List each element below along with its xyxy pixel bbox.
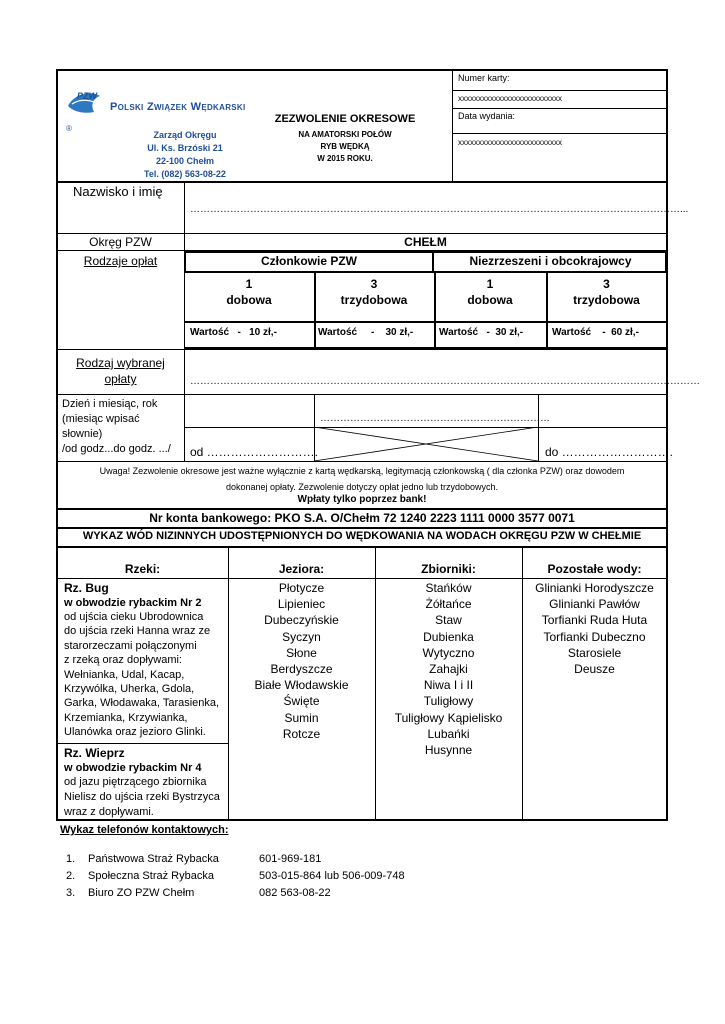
bank-only-note: Wpłaty tylko poprzez bank!: [297, 494, 427, 505]
address-line: Tel. (082) 563-08-22: [144, 169, 226, 179]
waters-title: WYKAZ WÓD NIZINNYCH UDOSTĘPNIONYCH DO WĘDKOWANIA NA WODACH OKRĘGU PZW W CHEŁMIE: [82, 530, 642, 542]
list-item: Rotcze: [282, 726, 321, 741]
list-item: Dubienka: [423, 629, 474, 644]
list-item: Staw: [435, 613, 462, 628]
fee-value: Wartość - 60 zł,-: [552, 327, 639, 338]
fee-value: Wartość - 30 zł,-: [439, 327, 524, 338]
list-item: Żółtańce: [425, 597, 472, 612]
issue-date-label: Data wydania:: [458, 111, 516, 121]
bank-account: Nr konta bankowego: PKO S.A. O/Chełm 72 1240 2223 1111 0000 3577 0071: [149, 511, 575, 525]
date-to-field[interactable]: do ……………………….: [545, 445, 674, 459]
list-item: Dubeczyńskie: [264, 613, 339, 628]
district-address: [130, 129, 240, 181]
fee-option[interactable]: 3 trzydobowa: [573, 277, 640, 307]
river-bug: Rz. Bug w obwodzie rybackim Nr 2 od ujścia cieku Ubrodownica do ujścia rzeki Hanna wraz ze starorzeczami połączonymi z rzeką oraz dopływami: Wełnianka, Udal, Kacap, Krzywólka, Uherka, Gdola, Garka, Włodawaka, Tarasienka, Krzemianka, Krzywianka, Ulanówka oraz jezioro Glinki.: [64, 581, 220, 739]
issue-date-value[interactable]: xxxxxxxxxxxxxxxxxxxxxxxxxx: [458, 138, 562, 147]
contact-num: 2.: [66, 870, 76, 882]
registered-mark: ®: [66, 124, 72, 133]
permit-title: ZEZWOLENIE OKRESOWE: [274, 113, 416, 125]
list-item: Lubańki: [427, 726, 470, 741]
contact-name: Biuro ZO PZW Chełm: [88, 887, 195, 899]
name-label: Nazwisko i imię: [73, 184, 163, 199]
contact-phone: 503-015-864 lub 506-009-748: [259, 870, 405, 882]
rivers-header: Rzeki:: [124, 562, 161, 576]
date-from-field[interactable]: od ……………………….: [190, 445, 319, 459]
fees-label: Rodzaje opłat: [83, 254, 158, 268]
list-item: Wytyczno: [422, 645, 475, 660]
contacts-title: Wykaz telefonów kontaktowych:: [60, 824, 229, 836]
fee-value: Wartość - 30 zł,-: [318, 327, 414, 338]
permit-subtitle: NA AMATORSKI POŁÓW RYB WĘDKĄ W 2015 ROKU.: [298, 130, 392, 163]
list-item: Niwa I i II: [423, 678, 474, 693]
list-item: Deusze: [574, 662, 615, 677]
reservoirs-list: [375, 580, 522, 758]
district-value: CHEŁM: [404, 235, 447, 249]
date-mid-field[interactable]: ……………………………………………………………: [320, 413, 550, 424]
list-item: Białe Włodawskie: [254, 678, 349, 693]
name-field[interactable]: …………………………………………………………………………………………………………………………………...: [190, 204, 689, 215]
date-label: Dzień i miesiąc, rok (miesiąc wpisać słownie) /od godz...do godz. .../: [62, 398, 171, 455]
other-waters-list: [522, 580, 667, 677]
contact-num: 1.: [66, 853, 76, 865]
list-item: Tuligłowy Kąpielisko: [394, 710, 503, 725]
address-line: 22-100 Chełm: [155, 156, 215, 166]
contact-num: 3.: [66, 887, 76, 899]
contact-name: Społeczna Straż Rybacka: [88, 870, 214, 882]
org-name: Polski Związek Wędkarski: [110, 101, 246, 113]
members-header: Członkowie PZW: [261, 254, 357, 268]
fee-value: Wartość - 10 zł,-: [190, 327, 277, 338]
address-line: Zarząd Okręgu: [153, 130, 217, 140]
list-item: Glinianki Horodyszcze: [535, 581, 654, 595]
list-item: Torfianki Ruda Huta: [541, 613, 648, 628]
district-label: Okręg PZW: [89, 235, 152, 249]
logo-text: PZW: [77, 91, 97, 101]
pzw-logo: [64, 84, 104, 124]
list-item: Glinianki Pawłów: [549, 597, 640, 612]
selected-fee-field[interactable]: ………………………………………………………………………………………………………………………………………: [190, 376, 700, 387]
list-item: Stańków: [425, 581, 472, 595]
selected-fee-label: Rodzaj wybranej opłaty: [76, 356, 165, 386]
list-item: Berdyszcze: [270, 662, 333, 677]
list-item: Lipieniec: [277, 597, 326, 612]
contact-phone: 082 563-08-22: [259, 887, 331, 899]
address-line: Ul. Ks. Brzóski 21: [147, 143, 223, 153]
lakes-list: [228, 580, 375, 742]
list-item: Zahajki: [429, 662, 468, 677]
list-item: Święte: [283, 694, 320, 709]
river-wieprz: Rz. Wieprz w obwodzie rybackim Nr 4 od jazu piętrzącego zbiornika Nielisz do ujścia rzeki Bystrzyca wraz z dopływami.: [64, 746, 220, 818]
notice-text: Uwaga! Zezwolenie okresowe jest ważne wyłącznie z kartą wędkarską, legitymacją członkowską ( dla członka PZW) oraz dowodem dokonanej opłaty. Zezwolenie dotyczy opłat jedno lub trzydobowych.: [99, 466, 625, 492]
card-number-label: Numer karty:: [458, 73, 510, 83]
crossed-cell: [314, 427, 538, 461]
list-item: Tuligłowy: [423, 694, 474, 709]
list-item: Płotycze: [278, 581, 325, 595]
contact-name: Państwowa Straż Rybacka: [88, 853, 219, 865]
list-item: Starosiele: [567, 645, 622, 660]
reservoirs-header: Zbiorniki:: [421, 562, 476, 576]
list-item: Torfianki Dubeczno: [543, 629, 646, 644]
list-item: Sumin: [284, 710, 319, 725]
fee-option[interactable]: 1 dobowa: [467, 277, 513, 307]
list-item: Husynne: [424, 743, 473, 758]
other-waters-header: Pozostałe wody:: [547, 562, 642, 576]
list-item: Słone: [286, 645, 317, 660]
lakes-header: Jeziora:: [278, 562, 325, 576]
contact-phone: 601-969-181: [259, 853, 322, 865]
fee-option[interactable]: 1 dobowa: [226, 277, 272, 307]
fee-option[interactable]: 3 trzydobowa: [340, 277, 408, 307]
nonmembers-header: Niezrzeszeni i obcokrajowcy: [469, 254, 632, 268]
list-item: Syczyn: [282, 629, 321, 644]
card-number-value[interactable]: xxxxxxxxxxxxxxxxxxxxxxxxxx: [458, 94, 562, 103]
